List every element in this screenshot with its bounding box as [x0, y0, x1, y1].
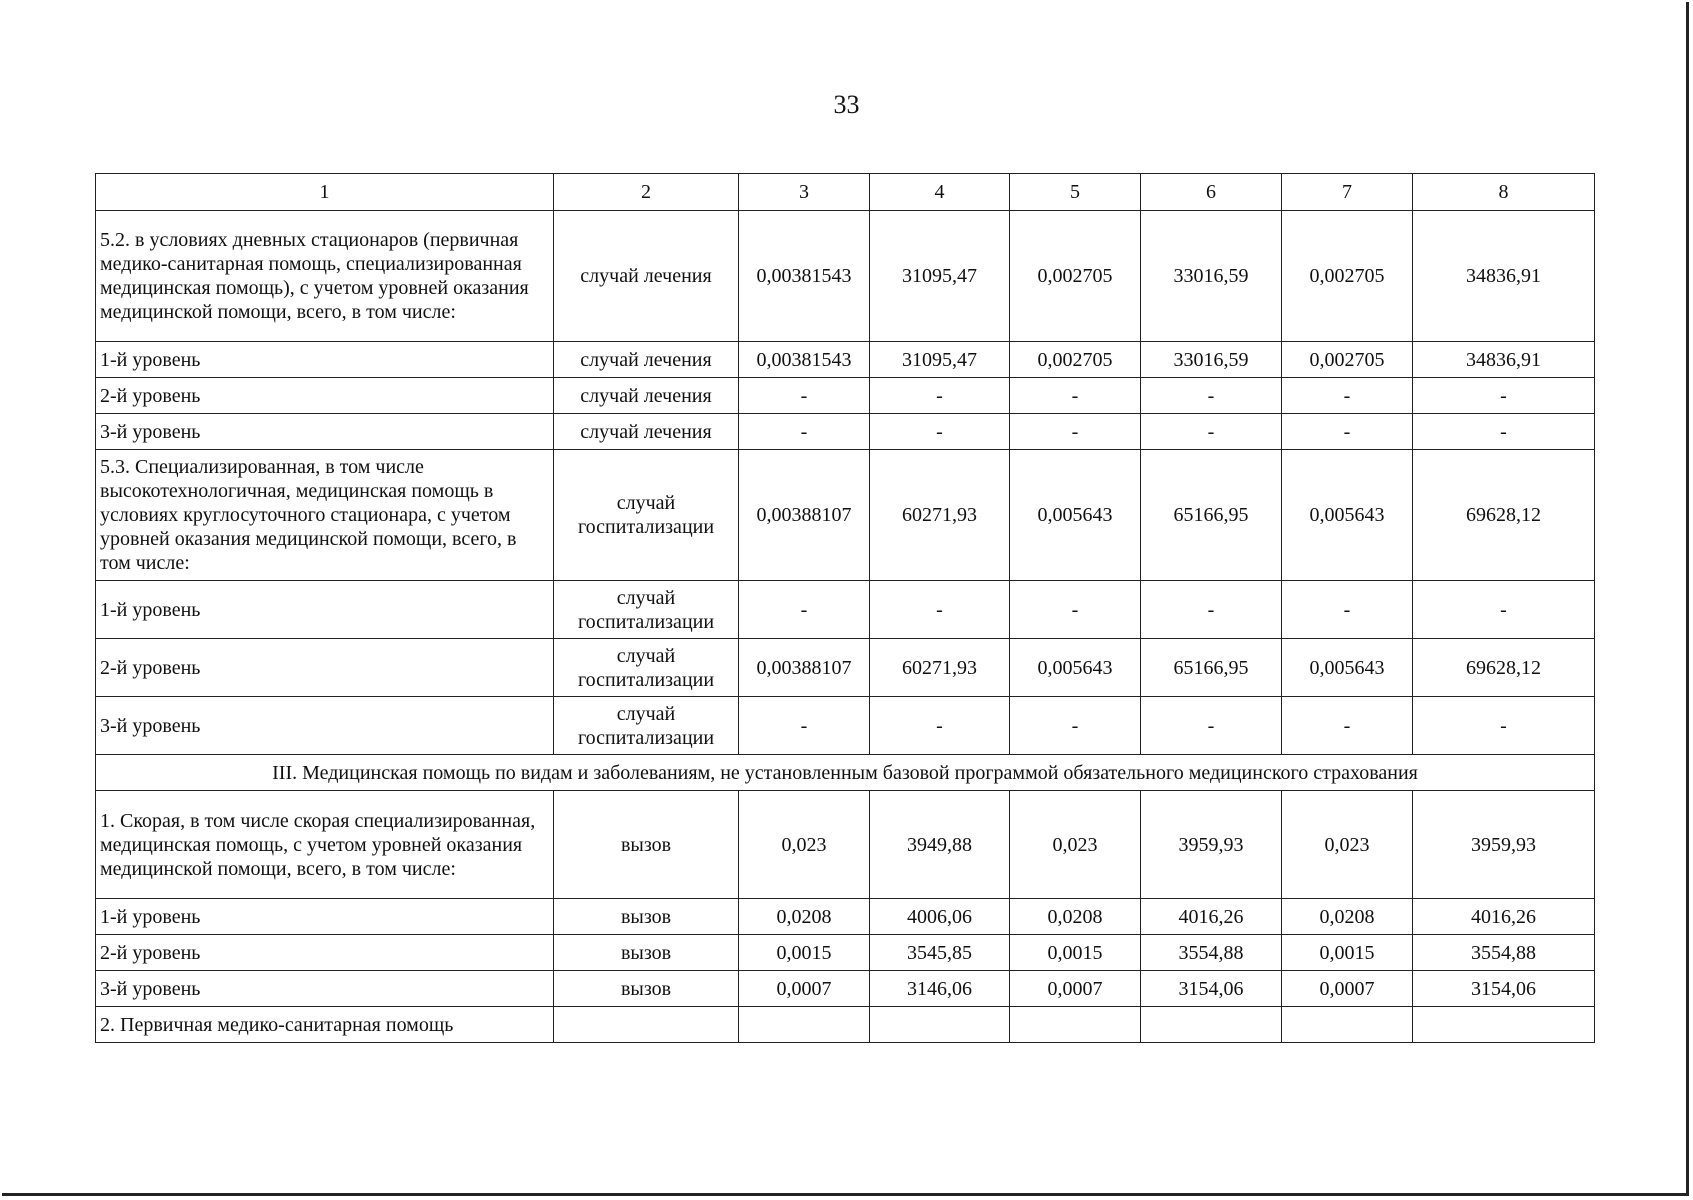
- table-row: [96, 791, 1595, 899]
- cell-col8: -: [1413, 581, 1595, 639]
- table-row: [96, 450, 1595, 581]
- cell-col7: 0,005643: [1282, 639, 1413, 697]
- cell-col5: 0,0007: [1010, 971, 1141, 1007]
- table-row: [96, 971, 1595, 1007]
- cell-col4: 4006,06: [870, 899, 1010, 935]
- row-unit: вызов: [554, 971, 739, 1007]
- row-name: 3-й уровень: [96, 414, 554, 450]
- cell-col6: -: [1141, 414, 1282, 450]
- cell-col4: 31095,47: [870, 342, 1010, 378]
- cell-col8: 34836,91: [1413, 211, 1595, 342]
- cell-col7: 0,005643: [1282, 450, 1413, 581]
- cell-col6: 4016,26: [1141, 899, 1282, 935]
- row-unit: [554, 1007, 739, 1043]
- row-name: 1-й уровень: [96, 899, 554, 935]
- cell-col3: 0,00388107: [739, 450, 870, 581]
- cell-col5: 0,002705: [1010, 211, 1141, 342]
- cell-col6: 33016,59: [1141, 342, 1282, 378]
- cell-col7: 0,023: [1282, 791, 1413, 899]
- cell-col3: 0,0208: [739, 899, 870, 935]
- cell-col8: 3154,06: [1413, 971, 1595, 1007]
- cell-col7: 0,0208: [1282, 899, 1413, 935]
- cell-col5: 0,0015: [1010, 935, 1141, 971]
- cell-col3: -: [739, 414, 870, 450]
- header-cell: 1: [96, 174, 554, 211]
- cell-col7: 0,0015: [1282, 935, 1413, 971]
- cell-col6: -: [1141, 581, 1282, 639]
- row-name: 2-й уровень: [96, 639, 554, 697]
- data-table: [95, 173, 1595, 1043]
- table-row: [96, 935, 1595, 971]
- table-row: [96, 697, 1595, 755]
- cell-col8: 4016,26: [1413, 899, 1595, 935]
- cell-col4: -: [870, 581, 1010, 639]
- row-name: 3-й уровень: [96, 697, 554, 755]
- header-row: [96, 174, 1595, 211]
- cell-col7: -: [1282, 697, 1413, 755]
- row-name: 3-й уровень: [96, 971, 554, 1007]
- cell-col8: 34836,91: [1413, 342, 1595, 378]
- section-title: III. Медицинская помощь по видам и заболеваниям, не установленным базовой программой обязательного медицинского страхования: [96, 755, 1595, 791]
- row-name: 2-й уровень: [96, 378, 554, 414]
- row-name: 2-й уровень: [96, 935, 554, 971]
- row-name: 1-й уровень: [96, 342, 554, 378]
- cell-col8: -: [1413, 378, 1595, 414]
- cell-col7: [1282, 1007, 1413, 1043]
- row-unit: вызов: [554, 791, 739, 899]
- cell-col6: 33016,59: [1141, 211, 1282, 342]
- cell-col3: -: [739, 378, 870, 414]
- cell-col6: [1141, 1007, 1282, 1043]
- header-cell: 7: [1282, 174, 1413, 211]
- cell-col8: [1413, 1007, 1595, 1043]
- cell-col4: 3146,06: [870, 971, 1010, 1007]
- row-unit: случай лечения: [554, 211, 739, 342]
- cell-col4: -: [870, 697, 1010, 755]
- row-unit: случай лечения: [554, 378, 739, 414]
- cell-col6: 65166,95: [1141, 450, 1282, 581]
- row-unit: случай госпитализации: [554, 639, 739, 697]
- row-name: 1. Скорая, в том числе скорая специализированная, медицинская помощь, с учетом уровней оказания медицинской помощи, всего, в том числе:: [96, 791, 554, 899]
- cell-col3: [739, 1007, 870, 1043]
- cell-col6: 3554,88: [1141, 935, 1282, 971]
- header-cell: 6: [1141, 174, 1282, 211]
- row-unit: вызов: [554, 899, 739, 935]
- cell-col6: 3959,93: [1141, 791, 1282, 899]
- cell-col4: 60271,93: [870, 639, 1010, 697]
- page-number: 33: [833, 90, 860, 119]
- cell-col4: -: [870, 378, 1010, 414]
- cell-col3: 0,0007: [739, 971, 870, 1007]
- cell-col6: 3154,06: [1141, 971, 1282, 1007]
- cell-col4: 60271,93: [870, 450, 1010, 581]
- cell-col5: -: [1010, 581, 1141, 639]
- cell-col5: -: [1010, 697, 1141, 755]
- cell-col5: 0,023: [1010, 791, 1141, 899]
- cell-col7: -: [1282, 378, 1413, 414]
- section-row: [96, 755, 1595, 791]
- header-cell: 5: [1010, 174, 1141, 211]
- cell-col7: -: [1282, 581, 1413, 639]
- cell-col4: 3545,85: [870, 935, 1010, 971]
- cell-col8: 3959,93: [1413, 791, 1595, 899]
- cell-col4: -: [870, 414, 1010, 450]
- cell-col5: 0,005643: [1010, 450, 1141, 581]
- row-unit: случай лечения: [554, 342, 739, 378]
- table-row: [96, 1007, 1595, 1043]
- table-row: [96, 342, 1595, 378]
- cell-col7: -: [1282, 414, 1413, 450]
- cell-col6: -: [1141, 378, 1282, 414]
- cell-col3: 0,0015: [739, 935, 870, 971]
- row-name: 5.2. в условиях дневных стационаров (первичная медико-санитарная помощь, специализированная медицинская помощь), с учетом уровней оказания медицинской помощи, всего, в том числе:: [96, 211, 554, 342]
- cell-col4: 31095,47: [870, 211, 1010, 342]
- table-row: [96, 414, 1595, 450]
- cell-col8: 69628,12: [1413, 639, 1595, 697]
- cell-col7: 0,002705: [1282, 342, 1413, 378]
- cell-col7: 0,0007: [1282, 971, 1413, 1007]
- cell-col6: -: [1141, 697, 1282, 755]
- cell-col4: 3949,88: [870, 791, 1010, 899]
- header-cell: 8: [1413, 174, 1595, 211]
- cell-col4: [870, 1007, 1010, 1043]
- cell-col8: -: [1413, 414, 1595, 450]
- cell-col8: 3554,88: [1413, 935, 1595, 971]
- table-row: [96, 581, 1595, 639]
- table-row: [96, 899, 1595, 935]
- cell-col6: 65166,95: [1141, 639, 1282, 697]
- header-cell: 2: [554, 174, 739, 211]
- cell-col3: 0,00388107: [739, 639, 870, 697]
- cell-col5: -: [1010, 378, 1141, 414]
- cell-col7: 0,002705: [1282, 211, 1413, 342]
- header-cell: 3: [739, 174, 870, 211]
- table-row: [96, 211, 1595, 342]
- cell-col8: 69628,12: [1413, 450, 1595, 581]
- row-name: 1-й уровень: [96, 581, 554, 639]
- cell-col3: -: [739, 697, 870, 755]
- row-unit: случай госпитализации: [554, 581, 739, 639]
- row-unit: случай госпитализации: [554, 450, 739, 581]
- cell-col3: -: [739, 581, 870, 639]
- cell-col5: 0,002705: [1010, 342, 1141, 378]
- cell-col8: -: [1413, 697, 1595, 755]
- table-row: [96, 378, 1595, 414]
- cell-col3: 0,00381543: [739, 342, 870, 378]
- cell-col3: 0,023: [739, 791, 870, 899]
- cell-col5: 0,0208: [1010, 899, 1141, 935]
- cell-col5: [1010, 1007, 1141, 1043]
- cell-col3: 0,00381543: [739, 211, 870, 342]
- cell-col5: 0,005643: [1010, 639, 1141, 697]
- row-unit: вызов: [554, 935, 739, 971]
- row-name: 5.3. Специализированная, в том числе высокотехнологичная, медицинская помощь в условиях круглосуточного стационара, с учетом уровней оказания медицинской помощи, всего, в том числе:: [96, 450, 554, 581]
- row-unit: случай лечения: [554, 414, 739, 450]
- cell-col5: -: [1010, 414, 1141, 450]
- row-name: 2. Первичная медико-санитарная помощь: [96, 1007, 554, 1043]
- table-row: [96, 639, 1595, 697]
- row-unit: случай госпитализации: [554, 697, 739, 755]
- header-cell: 4: [870, 174, 1010, 211]
